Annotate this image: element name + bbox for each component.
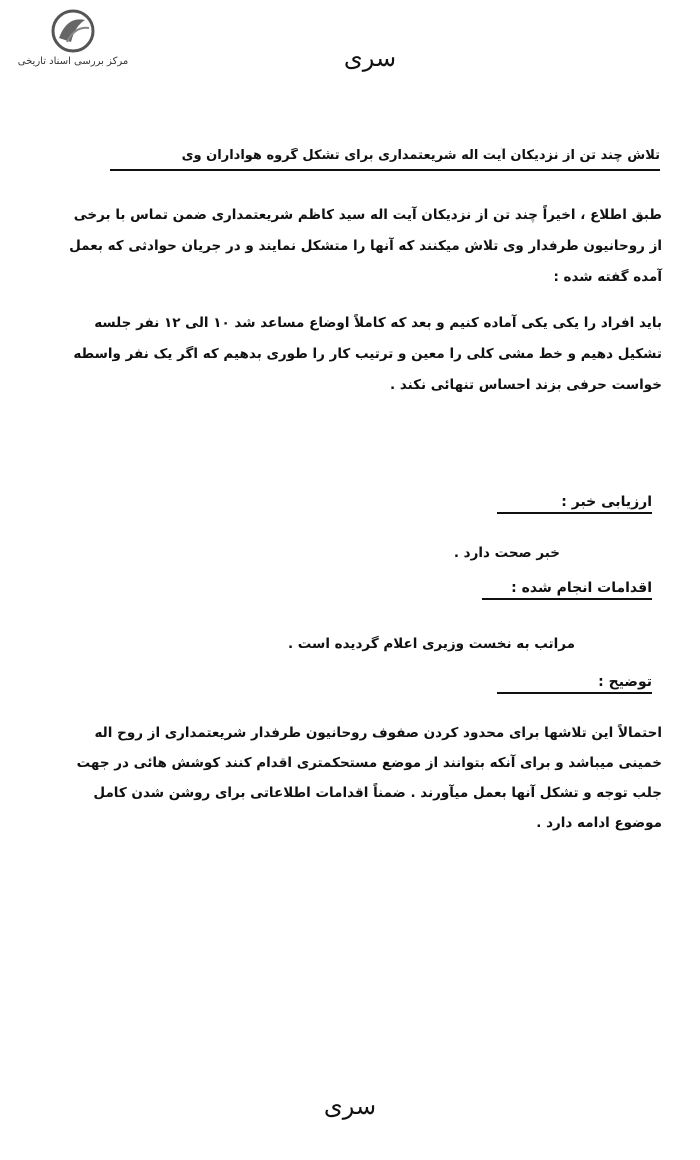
classification-mark-top: سری: [343, 44, 397, 72]
section-text-evaluation: خبر صحت دارد .: [453, 545, 560, 561]
section-heading-evaluation: ارزیابی خبر :: [497, 494, 652, 514]
section-text-actions: مراتب به نخست وزیری اعلام گردیده است .: [287, 636, 575, 652]
paragraph-text: طبق اطلاع ، اخیراً چند تن از نزدیکان آیت اله سید کاظم شریعتمداری ضمن تماس با برخی از روحانیون طرفدار وی تلاش میکنند که آنها را متشکل نمایند و در جریان حوادثی که بعمل آمده گفته شده :: [69, 207, 662, 285]
archive-logo-text: مرکز بررسی اسناد تاریخی: [17, 56, 129, 67]
section-heading-explanation: توضیح :: [497, 674, 652, 694]
paragraph-text: باید افراد را یکی یکی آماده کنیم و بعد که کاملاً اوضاع مساعد شد ۱۰ الی ۱۲ نفر جلسه تشکیل دهیم و خط مشی کلی را معین و ترتیب کار را طوری بدهیم که اگر یک نفر واسطه خواست حرفی بزند احساس تنهائی نکند .: [73, 315, 662, 393]
document-subject: تلاش چند تن از نزدیکان آیت اله شریعتمداری برای تشکل گروه هواداران وی: [110, 148, 660, 171]
classification-mark-bottom: سری: [323, 1092, 377, 1120]
report-paragraph-1: [60, 200, 662, 293]
paragraph-text: احتمالاً این تلاشها برای محدود کردن صفوف روحانیون طرفدار شریعتمداری از روح اله خمینی میباشد و برای آنکه بتوانند از موضع مستحکمتری اقدام کنند کوشش هائی در جهت جلب توجه و تشکل آنها بعمل میآورند . ضمناً اقدامات اطلاعاتی برای روشن شدن کامل موضوع ادامه دارد .: [76, 725, 662, 831]
section-heading-actions: اقدامات انجام شده :: [482, 580, 652, 600]
report-paragraph-2: [60, 308, 662, 401]
section-text-explanation: [60, 718, 662, 838]
